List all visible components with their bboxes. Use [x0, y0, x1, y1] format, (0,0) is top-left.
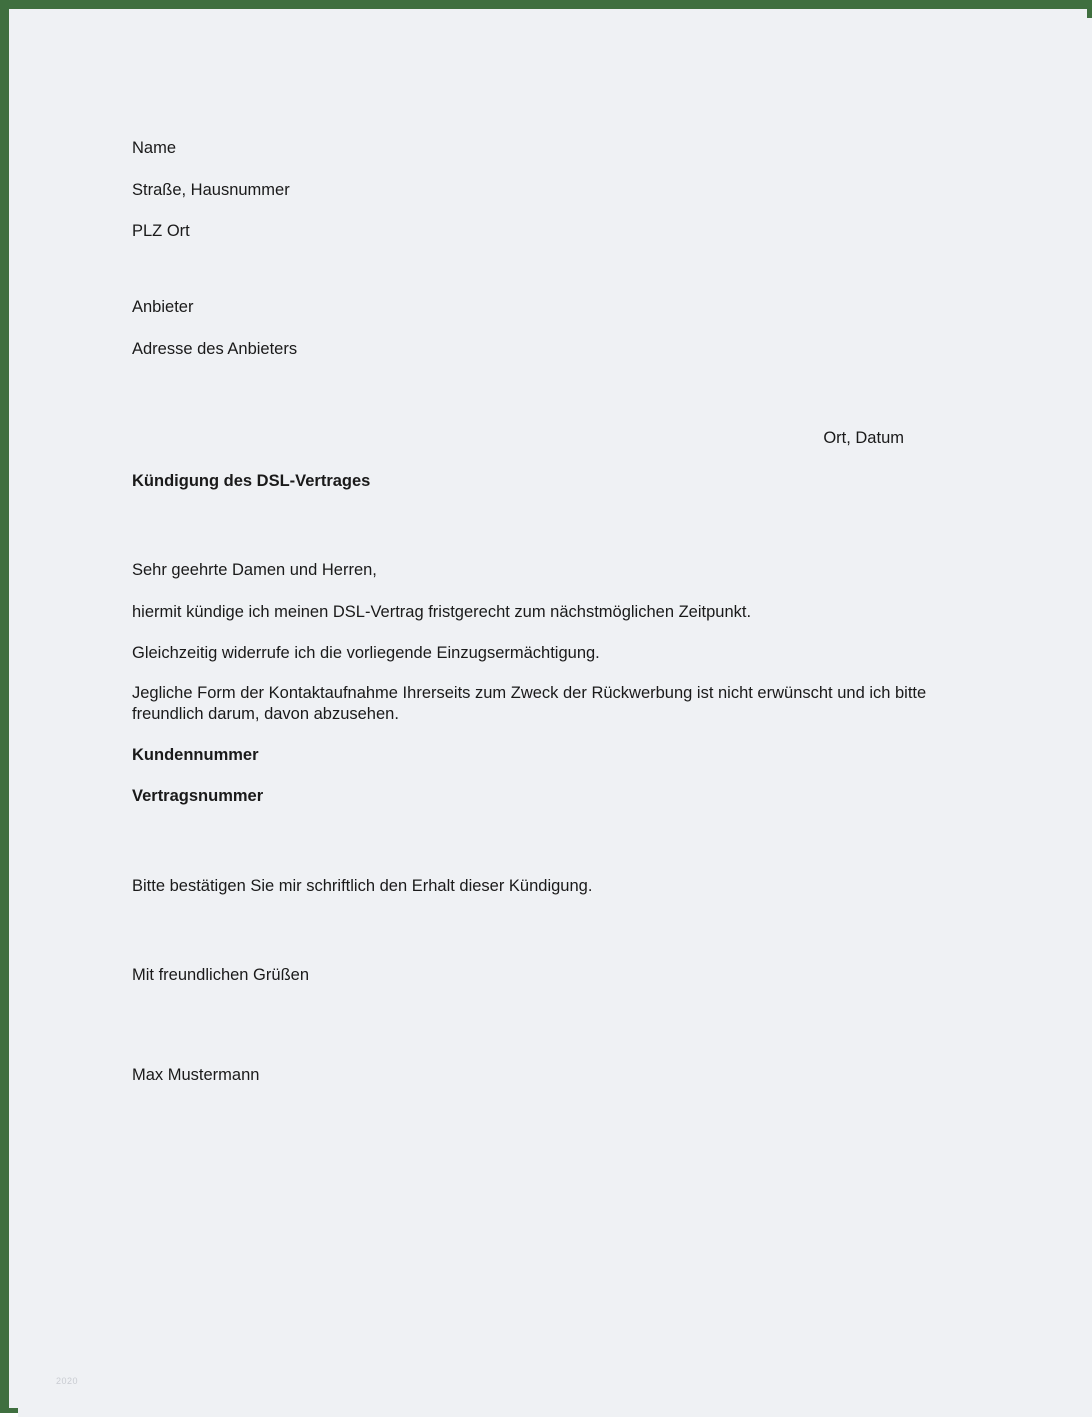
field-contract-number: Vertragsnummer	[132, 787, 264, 806]
field-customer-number: Kundennummer	[132, 745, 259, 764]
spacer-recipient-date	[132, 380, 992, 428]
salutation: Sehr geehrte Damen und Herren,	[132, 561, 377, 580]
signature-name: Max Mustermann	[132, 1066, 260, 1084]
recipient-provider: Anbieter	[132, 297, 194, 316]
closing: Mit freundlichen Grüßen	[132, 966, 309, 985]
body-paragraph-2: Gleichzeitig widerrufe ich die vorliegende Einzugsermächtigung.	[132, 643, 600, 662]
subject-line: Kündigung des DSL-Vertrages	[132, 471, 371, 490]
place-date: Ort, Datum	[823, 429, 904, 448]
letter-body	[132, 138, 992, 1107]
sender-city: PLZ Ort	[132, 222, 190, 241]
watermark-year: 2020	[56, 1376, 79, 1386]
body-paragraph-1: hiermit kündige ich meinen DSL-Vertrag fristgerecht zum nächstmöglichen Zeitpunkt.	[132, 603, 752, 621]
spacer-fields-confirmation	[132, 828, 992, 876]
spacer-signature	[132, 1007, 992, 1065]
sender-street: Straße, Hausnummer	[132, 180, 290, 199]
spacer-confirmation-closing	[132, 917, 992, 965]
sender-name: Name	[132, 139, 177, 157]
recipient-address: Adresse des Anbieters	[132, 339, 298, 358]
spacer-subject-salutation	[132, 512, 992, 560]
spacer-sender-recipient	[132, 263, 992, 297]
body-paragraph-3: Jegliche Form der Kontaktaufnahme Ihrerseits zum Zweck der Rückwerbung ist nicht erwünscht und ich bitte freundlich darum, davon abzusehen.	[132, 684, 927, 723]
confirmation-request: Bitte bestätigen Sie mir schriftlich den Erhalt dieser Kündigung.	[132, 876, 593, 895]
letter-sheet	[18, 18, 1092, 1417]
